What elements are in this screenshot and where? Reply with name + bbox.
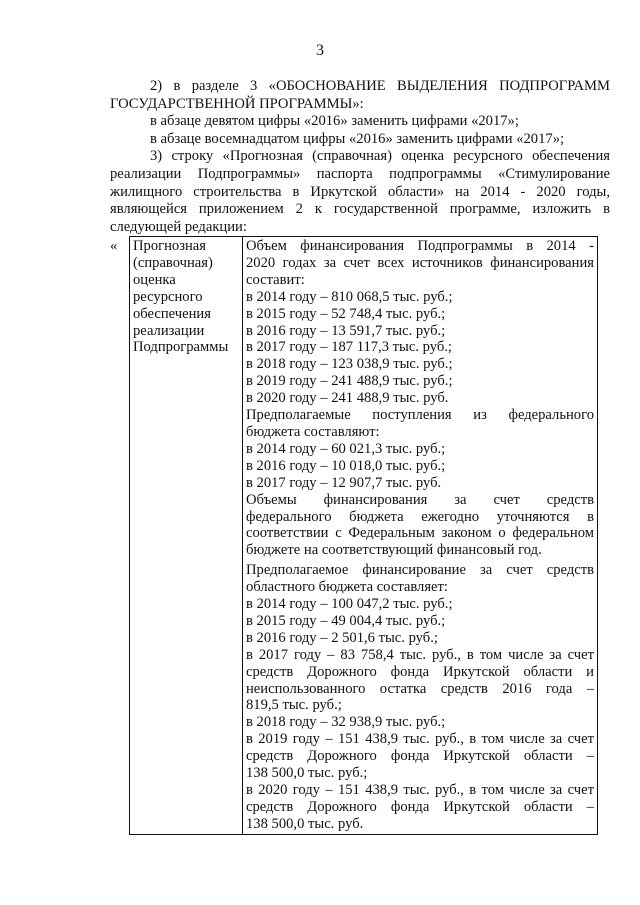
content-line: средств Дорожного фонда Иркутской области – [246, 748, 594, 765]
label-line: (справочная) [133, 254, 213, 271]
item-3-line-3: жилищного строительства в Иркутской области» на 2014 - 2020 годы, [110, 183, 610, 200]
content-line: средств Дорожного фонда Иркутской области и [246, 663, 594, 680]
content-line: в 2015 году – 52 748,4 тыс. руб.; [246, 305, 446, 322]
content-line: в 2019 году – 151 438,9 тыс. руб., в том числе за счет [246, 731, 594, 748]
content-line: федерального бюджета ежегодно уточняются в [246, 508, 594, 525]
label-line: Подпрограммы [133, 339, 229, 356]
label-line: реализации [133, 322, 205, 339]
item-3-line-4: являющейся приложением 2 к государственной программе, изложить в [110, 201, 610, 218]
content-line: в 2017 году – 12 907,7 тыс. руб. [246, 474, 442, 491]
item-2-heading-line-2: ГОСУДАРСТВЕННОЙ ПРОГРАММЫ»: [110, 95, 364, 112]
row-content-cell [243, 237, 598, 835]
content-line: в 2016 году – 13 591,7 тыс. руб.; [246, 322, 446, 339]
passport-table [129, 236, 598, 835]
content-line: в 2019 году – 241 488,9 тыс. руб.; [246, 373, 453, 390]
content-line: средств Дорожного фонда Иркутской области – [246, 798, 594, 815]
content-line: в 2014 году – 100 047,2 тыс. руб.; [246, 596, 453, 613]
content-line: Объем финансирования Подпрограммы в 2014 - [246, 238, 594, 254]
content-line: в 2015 году – 49 004,4 тыс. руб.; [246, 612, 446, 629]
content-line: составит: [246, 271, 305, 288]
content-line: 819,5 тыс. руб.; [246, 697, 342, 714]
item-3-line-2: реализации Подпрограммы» паспорта подпрограммы «Стимулирование [110, 165, 610, 182]
content-line: соответствии с Федеральным законом о федеральном [246, 525, 594, 542]
content-line: в 2017 году – 187 117,3 тыс. руб.; [246, 339, 452, 356]
content-line: в 2017 году – 83 758,4 тыс. руб., в том числе за счет [246, 646, 594, 663]
content-line: неиспользованного остатка средств 2016 года – [246, 680, 594, 697]
item-3-line-5: следующей редакции: [110, 218, 247, 235]
content-line: в 2016 году – 10 018,0 тыс. руб.; [246, 457, 446, 474]
item-2-paragraph-a: в абзаце девятом цифры «2016» заменить цифрами «2017»; [150, 113, 519, 130]
content-line: 138 500,0 тыс. руб. [246, 815, 364, 832]
row-label-cell [130, 237, 243, 835]
content-line: 2020 годах за счет всех источников финансирования [246, 254, 594, 271]
content-line: в 2020 году – 151 438,9 тыс. руб., в том числе за счет [246, 782, 594, 798]
content-line: Предполагаемое финансирование за счет средств [246, 562, 594, 579]
content-line: Предполагаемые поступления из федерального [246, 407, 594, 424]
content-line: бюджете на соответствующий финансовый год. [246, 542, 542, 559]
content-line: Объемы финансирования за счет средств [246, 491, 594, 508]
content-line: в 2018 году – 123 038,9 тыс. руб.; [246, 356, 453, 373]
content-line: в 2018 году – 32 938,9 тыс. руб.; [246, 714, 446, 731]
content-line: областного бюджета составляет: [246, 579, 448, 596]
label-line: оценка [133, 271, 176, 288]
content-line: бюджета составляют: [246, 423, 380, 440]
content-line: 138 500,0 тыс. руб.; [246, 765, 368, 782]
content-line: в 2014 году – 810 068,5 тыс. руб.; [246, 288, 453, 305]
content-line: в 2016 году – 2 501,6 тыс. руб.; [246, 629, 438, 646]
label-line: ресурсного [133, 288, 203, 305]
label-line: обеспечения [133, 305, 211, 322]
content-line: в 2014 году – 60 021,3 тыс. руб.; [246, 440, 446, 457]
label-line: Прогнозная [133, 238, 206, 254]
item-3-line-1: 3) строку «Прогнозная (справочная) оценка ресурсного обеспечения [150, 148, 610, 165]
page-number: 3 [316, 42, 324, 59]
content-line: в 2020 году – 241 488,9 тыс. руб. [246, 390, 449, 407]
item-2-heading-line-1: 2) в разделе 3 «ОБОСНОВАНИЕ ВЫДЕЛЕНИЯ ПОДПРОГРАММ [150, 78, 610, 94]
item-2-paragraph-b: в абзаце восемнадцатом цифры «2016» заменить цифрами «2017»; [150, 130, 565, 147]
opening-quote-mark: « [110, 238, 118, 254]
table-row [130, 237, 598, 835]
document-intro [110, 78, 610, 236]
